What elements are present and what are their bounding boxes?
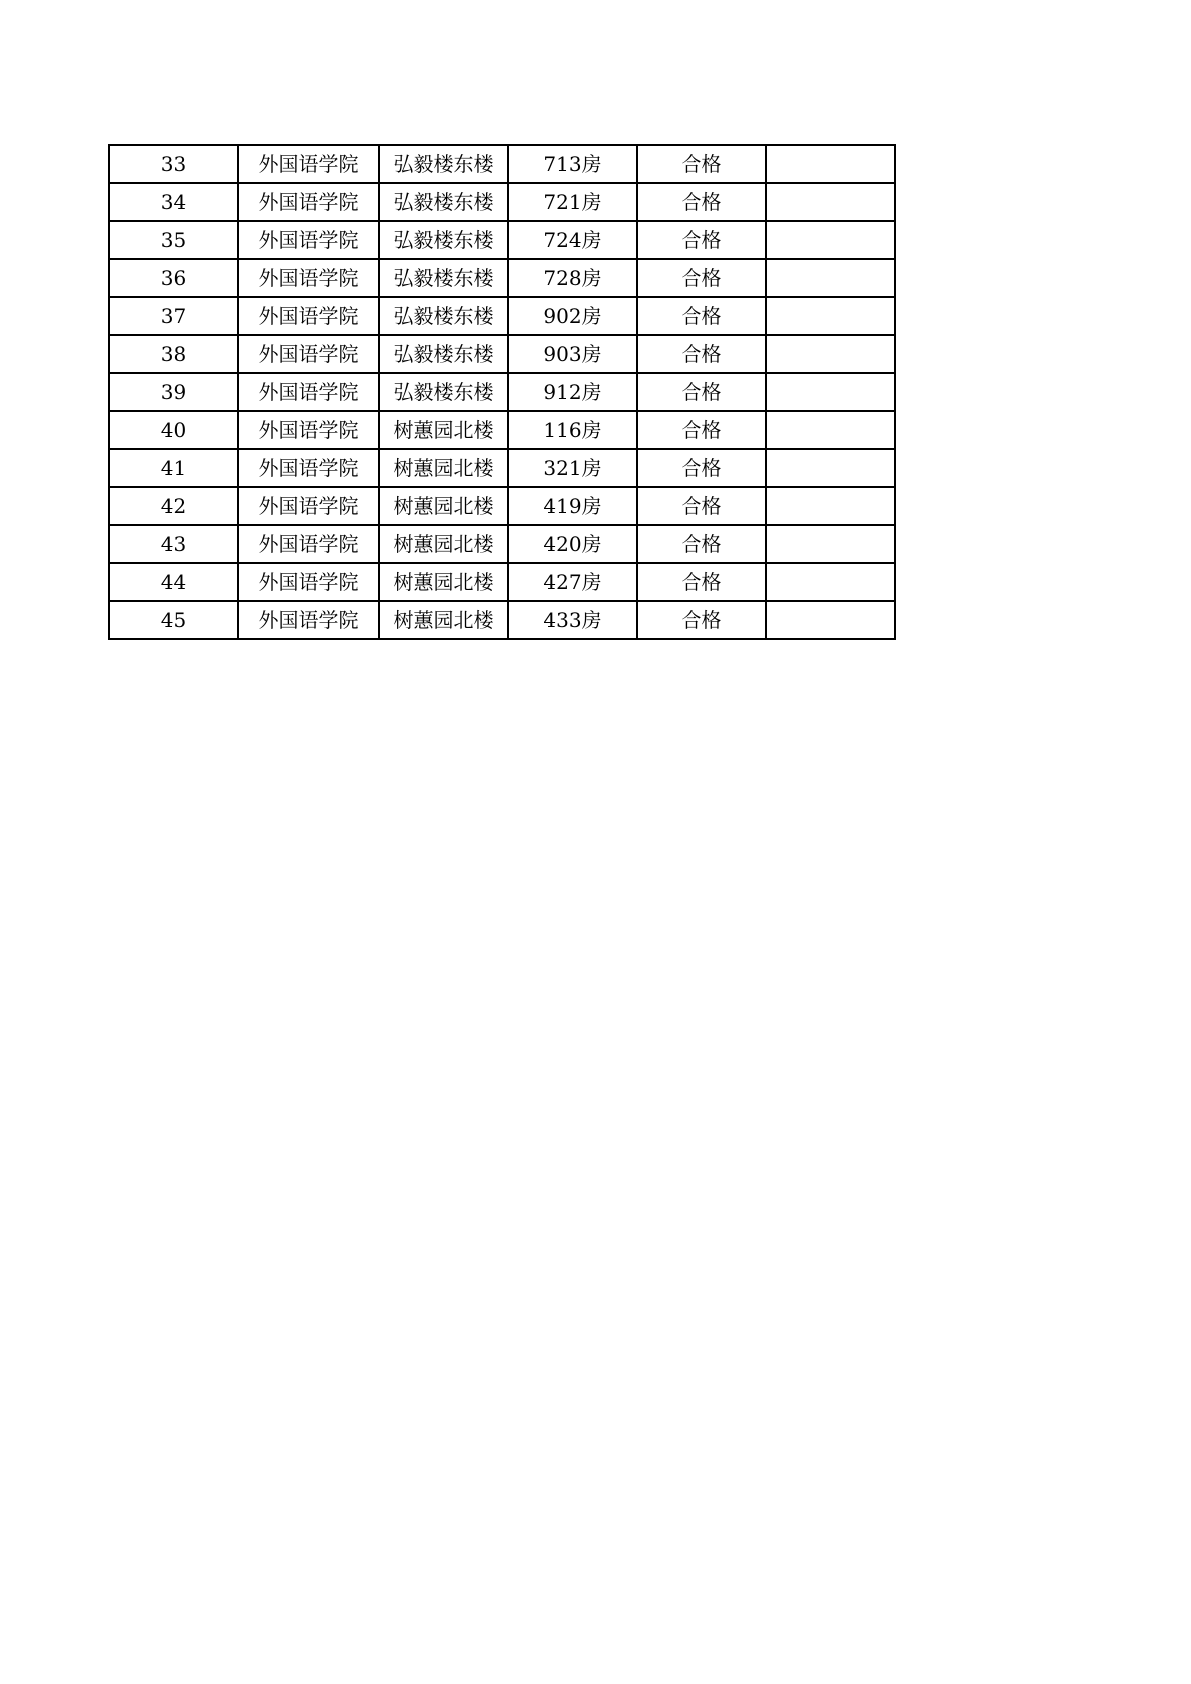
cell-note	[766, 525, 895, 563]
cell-college: 外国语学院	[238, 601, 379, 639]
cell-building: 弘毅楼东楼	[379, 221, 508, 259]
cell-building: 树蕙园北楼	[379, 563, 508, 601]
cell-note	[766, 449, 895, 487]
cell-room: 912房	[508, 373, 637, 411]
cell-room: 427房	[508, 563, 637, 601]
table-row	[109, 183, 895, 221]
cell-room: 116房	[508, 411, 637, 449]
cell-result: 合格	[637, 297, 766, 335]
cell-building: 弘毅楼东楼	[379, 183, 508, 221]
cell-index: 42	[109, 487, 238, 525]
cell-index: 37	[109, 297, 238, 335]
cell-note	[766, 373, 895, 411]
cell-note	[766, 335, 895, 373]
cell-note	[766, 145, 895, 183]
cell-index: 45	[109, 601, 238, 639]
cell-college: 外国语学院	[238, 221, 379, 259]
cell-room: 724房	[508, 221, 637, 259]
cell-index: 40	[109, 411, 238, 449]
cell-index: 43	[109, 525, 238, 563]
cell-room: 903房	[508, 335, 637, 373]
inspection-table	[108, 144, 896, 640]
cell-index: 44	[109, 563, 238, 601]
cell-note	[766, 259, 895, 297]
cell-room: 433房	[508, 601, 637, 639]
cell-note	[766, 563, 895, 601]
cell-college: 外国语学院	[238, 297, 379, 335]
cell-result: 合格	[637, 259, 766, 297]
cell-building: 树蕙园北楼	[379, 449, 508, 487]
table-row	[109, 487, 895, 525]
cell-room: 419房	[508, 487, 637, 525]
cell-room: 721房	[508, 183, 637, 221]
cell-index: 34	[109, 183, 238, 221]
cell-college: 外国语学院	[238, 411, 379, 449]
cell-index: 35	[109, 221, 238, 259]
table-row	[109, 335, 895, 373]
cell-note	[766, 221, 895, 259]
cell-college: 外国语学院	[238, 449, 379, 487]
cell-college: 外国语学院	[238, 259, 379, 297]
cell-college: 外国语学院	[238, 145, 379, 183]
cell-result: 合格	[637, 373, 766, 411]
cell-result: 合格	[637, 449, 766, 487]
table-row	[109, 601, 895, 639]
cell-college: 外国语学院	[238, 183, 379, 221]
cell-result: 合格	[637, 145, 766, 183]
cell-index: 33	[109, 145, 238, 183]
cell-building: 弘毅楼东楼	[379, 297, 508, 335]
cell-room: 902房	[508, 297, 637, 335]
cell-result: 合格	[637, 487, 766, 525]
table-body	[109, 145, 895, 639]
cell-building: 弘毅楼东楼	[379, 335, 508, 373]
table-row	[109, 297, 895, 335]
cell-note	[766, 297, 895, 335]
cell-room: 321房	[508, 449, 637, 487]
table-row	[109, 259, 895, 297]
cell-college: 外国语学院	[238, 487, 379, 525]
cell-index: 39	[109, 373, 238, 411]
table-row	[109, 221, 895, 259]
cell-index: 36	[109, 259, 238, 297]
table-row	[109, 525, 895, 563]
cell-building: 弘毅楼东楼	[379, 373, 508, 411]
cell-room: 728房	[508, 259, 637, 297]
table-row	[109, 563, 895, 601]
cell-note	[766, 601, 895, 639]
cell-note	[766, 183, 895, 221]
cell-result: 合格	[637, 601, 766, 639]
cell-result: 合格	[637, 335, 766, 373]
cell-note	[766, 487, 895, 525]
cell-building: 树蕙园北楼	[379, 601, 508, 639]
cell-result: 合格	[637, 563, 766, 601]
cell-room: 713房	[508, 145, 637, 183]
cell-building: 弘毅楼东楼	[379, 259, 508, 297]
table-row	[109, 411, 895, 449]
cell-result: 合格	[637, 221, 766, 259]
cell-index: 38	[109, 335, 238, 373]
cell-result: 合格	[637, 411, 766, 449]
cell-college: 外国语学院	[238, 335, 379, 373]
cell-college: 外国语学院	[238, 373, 379, 411]
table-row	[109, 449, 895, 487]
cell-building: 树蕙园北楼	[379, 525, 508, 563]
cell-building: 树蕙园北楼	[379, 487, 508, 525]
cell-result: 合格	[637, 183, 766, 221]
cell-index: 41	[109, 449, 238, 487]
cell-college: 外国语学院	[238, 525, 379, 563]
cell-note	[766, 411, 895, 449]
cell-college: 外国语学院	[238, 563, 379, 601]
cell-room: 420房	[508, 525, 637, 563]
table-row	[109, 373, 895, 411]
table-row	[109, 145, 895, 183]
cell-building: 弘毅楼东楼	[379, 145, 508, 183]
cell-building: 树蕙园北楼	[379, 411, 508, 449]
cell-result: 合格	[637, 525, 766, 563]
